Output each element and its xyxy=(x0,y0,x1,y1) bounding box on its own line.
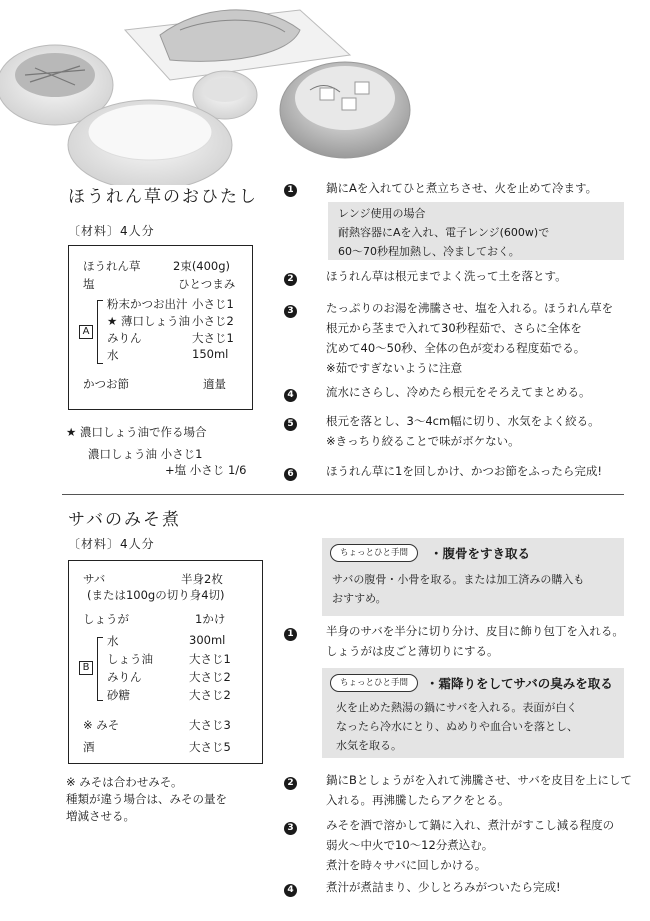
step-number: 2 xyxy=(284,777,297,790)
tip-box-1 xyxy=(322,538,624,616)
recipe1-note-line2: +塩 小さじ 1/6 xyxy=(165,463,247,477)
tip-box-2 xyxy=(322,668,624,758)
ingredient-row: サバ 半身2枚 xyxy=(83,572,223,586)
ingredient-row: しょう油 大さじ1 xyxy=(107,652,231,666)
recipe2-title: サバのみそ煮 xyxy=(68,510,181,530)
rice-bowl-icon xyxy=(68,100,232,185)
step-text: みそを酒で溶かして鍋に入れ、煮汁がすこし減る程度の 弱火〜中火で10〜12分煮込む。 煮汁を時々サバに回しかける。 xyxy=(326,818,615,872)
step-text: 根元を落とし、3〜4cm幅に切り、水気をよく絞る。 ※きっちり絞ることで味がボケない。 xyxy=(326,414,600,448)
step-text: ほうれん草は根元までよく洗って土を落とす。 xyxy=(326,269,567,283)
step-text: 流水にさらし、冷めたら根元をそろえてまとめる。 xyxy=(326,385,591,399)
ingredient-row: みりん 大さじ2 xyxy=(107,670,231,684)
step-number: 4 xyxy=(284,884,297,897)
step-text: 煮汁が煮詰まり、少しとろみがついたら完成! xyxy=(326,880,561,894)
step-text: たっぷりのお湯を沸騰させ、塩を入れる。ほうれん草を 根元から茎まで入れて30秒程茹で、さらに全体を 沈めて40〜50秒、全体の色が変わる程度茹でる。 ※茹ですぎないように注意 xyxy=(326,301,614,375)
meal-illustration xyxy=(0,0,650,185)
ingredient-row: かつお節 適量 xyxy=(83,377,226,391)
tip-pill: ちょっとひと手間 xyxy=(330,674,418,692)
tip-pill: ちょっとひと手間 xyxy=(330,544,418,562)
ingredient-row: みりん 大さじ1 xyxy=(107,331,234,345)
miso-soup-icon xyxy=(280,62,410,158)
step-number: 2 xyxy=(284,273,297,286)
step-number: 6 xyxy=(284,468,297,481)
step-text: 半身のサバを半分に切り分け、皮目に飾り包丁を入れる。 しょうがは皮ごと薄切りにする。 xyxy=(326,624,624,658)
microwave-tip-box xyxy=(328,202,624,260)
ingredient-row: 粉末かつお出汁 小さじ1 xyxy=(107,297,234,311)
group-label-a: A xyxy=(79,325,93,339)
ingredient-row: ★ 薄口しょう油 小さじ2 xyxy=(107,314,234,328)
ingredient-row: ※ みそ 大さじ3 xyxy=(83,718,231,732)
step-text: 鍋にAを入れてひと煮立ちさせ、火を止めて冷ます。 xyxy=(326,181,598,195)
step-number: 4 xyxy=(284,389,297,402)
recipe2-ingredients-heading: 〔材料〕4人分 xyxy=(68,537,155,551)
group-label-b: B xyxy=(79,661,93,675)
recipe2-ingredients-box xyxy=(68,560,263,764)
step-number: 3 xyxy=(284,305,297,318)
recipe1-title: ほうれん草のおひたし xyxy=(68,187,258,207)
ingredient-row: 砂糖 大さじ2 xyxy=(107,688,231,702)
ingredient-row: 水 300ml xyxy=(107,633,226,648)
step-number: 1 xyxy=(284,184,297,197)
step-text: 鍋にBとしょうがを入れて沸騰させ、サバを皮目を上にして 入れる。再沸騰したらアクをとる。 xyxy=(326,773,632,807)
step-number: 1 xyxy=(284,628,297,641)
recipe2-note: ※ みそは合わせみそ。 種類が違う場合は、みその量を 増減させる。 xyxy=(66,775,227,823)
tip-title: ・腹骨をすき取る xyxy=(430,546,531,561)
ingredient-row: (または100gの切り身4切) xyxy=(87,588,225,602)
recipe1-ingredients-heading: 〔材料〕4人分 xyxy=(68,224,155,238)
group-bracket xyxy=(97,300,103,364)
ingredient-row: しょうが 1かけ xyxy=(83,612,226,626)
tip-text: サバの腹骨・小骨を取る。または加工済みの購入も おすすめ。 xyxy=(332,573,585,605)
ingredient-row: 塩 ひとつまみ xyxy=(83,277,236,291)
step-number: 5 xyxy=(284,418,297,431)
ingredient-row: 水 150ml xyxy=(107,347,229,362)
step-text: ほうれん草に1を回しかけ、かつお節をふったら完成! xyxy=(326,464,602,478)
tip-title: ・霜降りをしてサバの臭みを取る xyxy=(426,676,613,691)
group-bracket xyxy=(97,637,103,701)
recipe1-note-heading: ★ 濃口しょう油で作る場合 xyxy=(66,425,207,439)
microwave-tip-text: レンジ使用の場合 耐熱容器にAを入れ、電子レンジ(600w)で 60〜70秒程加熱し、冷ましておく。 xyxy=(338,207,550,258)
recipe1-note-line1: 濃口しょう油 小さじ1 xyxy=(88,447,203,461)
tip-text: 火を止めた熱湯の鍋にサバを入れる。表面が白く なったら冷水にとり、ぬめりや血合いを落とし、 水気を取る。 xyxy=(336,701,578,752)
step-number: 3 xyxy=(284,822,297,835)
ingredient-row: ほうれん草 2束(400g) xyxy=(83,259,231,273)
recipe1-ingredients-box xyxy=(68,245,253,410)
ingredient-row: 酒 大さじ5 xyxy=(83,740,231,754)
section-divider xyxy=(62,494,624,495)
